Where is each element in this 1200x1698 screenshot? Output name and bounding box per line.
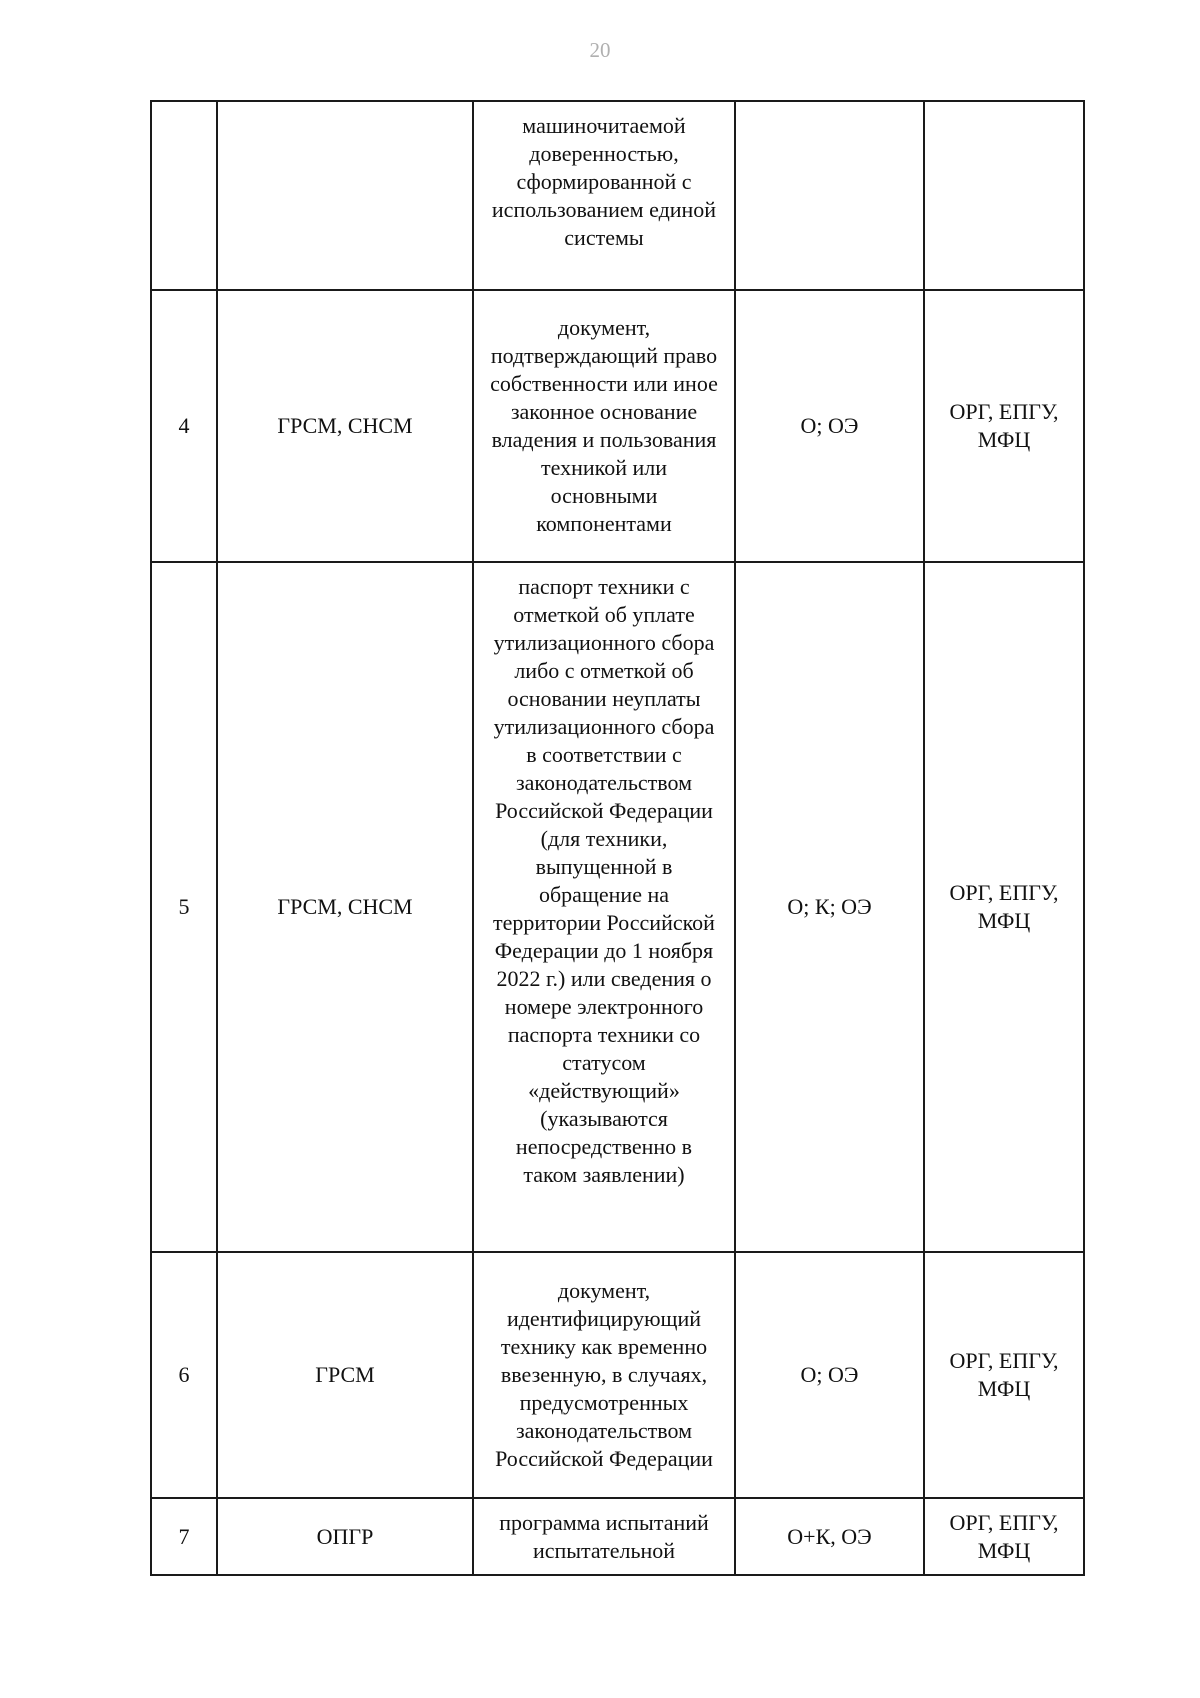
row-number-cell: 5 (151, 562, 217, 1252)
row-form-cell: О; ОЭ (735, 1252, 924, 1498)
row-document-cell: документ, идентифицирующий технику как временно ввезенную, в случаях, предусмотренных законодательством Российской Федерации (473, 1252, 735, 1498)
row-type-cell: ОПГР (217, 1498, 473, 1575)
row-document-cell: программа испытаний испытательной (473, 1498, 735, 1575)
row-type-cell: ГРСМ (217, 1252, 473, 1498)
row-channels-cell: ОРГ, ЕПГУ, МФЦ (924, 1252, 1084, 1498)
table-row (151, 101, 1084, 290)
row-document-cell: паспорт техники с отметкой об уплате утилизационного сбора либо с отметкой об основании неуплаты утилизационного сбора в соответствии с законодательством Российской Федерации (для техники, выпущенной в обращение на территории Российской Федерации до 1 ноября 2022 г.) или сведения о номере электронного паспорта техники со статусом «действующий» (указываются непосредственно в таком заявлении) (473, 562, 735, 1252)
row-number-cell: 6 (151, 1252, 217, 1498)
row-document-cell: машиночитаемой доверенностью, сформированной с использованием единой системы (473, 101, 735, 290)
row-form-cell: О; К; ОЭ (735, 562, 924, 1252)
table-row (151, 1498, 1084, 1575)
row-number-cell (151, 101, 217, 290)
row-number-cell: 7 (151, 1498, 217, 1575)
table-row (151, 562, 1084, 1252)
row-form-cell: О+К, ОЭ (735, 1498, 924, 1575)
row-type-cell: ГРСМ, СНСМ (217, 562, 473, 1252)
table-row (151, 290, 1084, 562)
page-number: 20 (589, 38, 611, 62)
row-channels-cell: ОРГ, ЕПГУ, МФЦ (924, 1498, 1084, 1575)
row-type-cell: ГРСМ, СНСМ (217, 290, 473, 562)
row-channels-cell (924, 101, 1084, 290)
row-form-cell: О; ОЭ (735, 290, 924, 562)
row-channels-cell: ОРГ, ЕПГУ, МФЦ (924, 290, 1084, 562)
row-channels-cell: ОРГ, ЕПГУ, МФЦ (924, 562, 1084, 1252)
row-type-cell (217, 101, 473, 290)
row-number-cell: 4 (151, 290, 217, 562)
row-form-cell (735, 101, 924, 290)
table-row (151, 1252, 1084, 1498)
row-document-cell: документ, подтверждающий право собственности или иное законное основание владения и пользования техникой или основными компонентами (473, 290, 735, 562)
requirements-table (150, 100, 1085, 1576)
